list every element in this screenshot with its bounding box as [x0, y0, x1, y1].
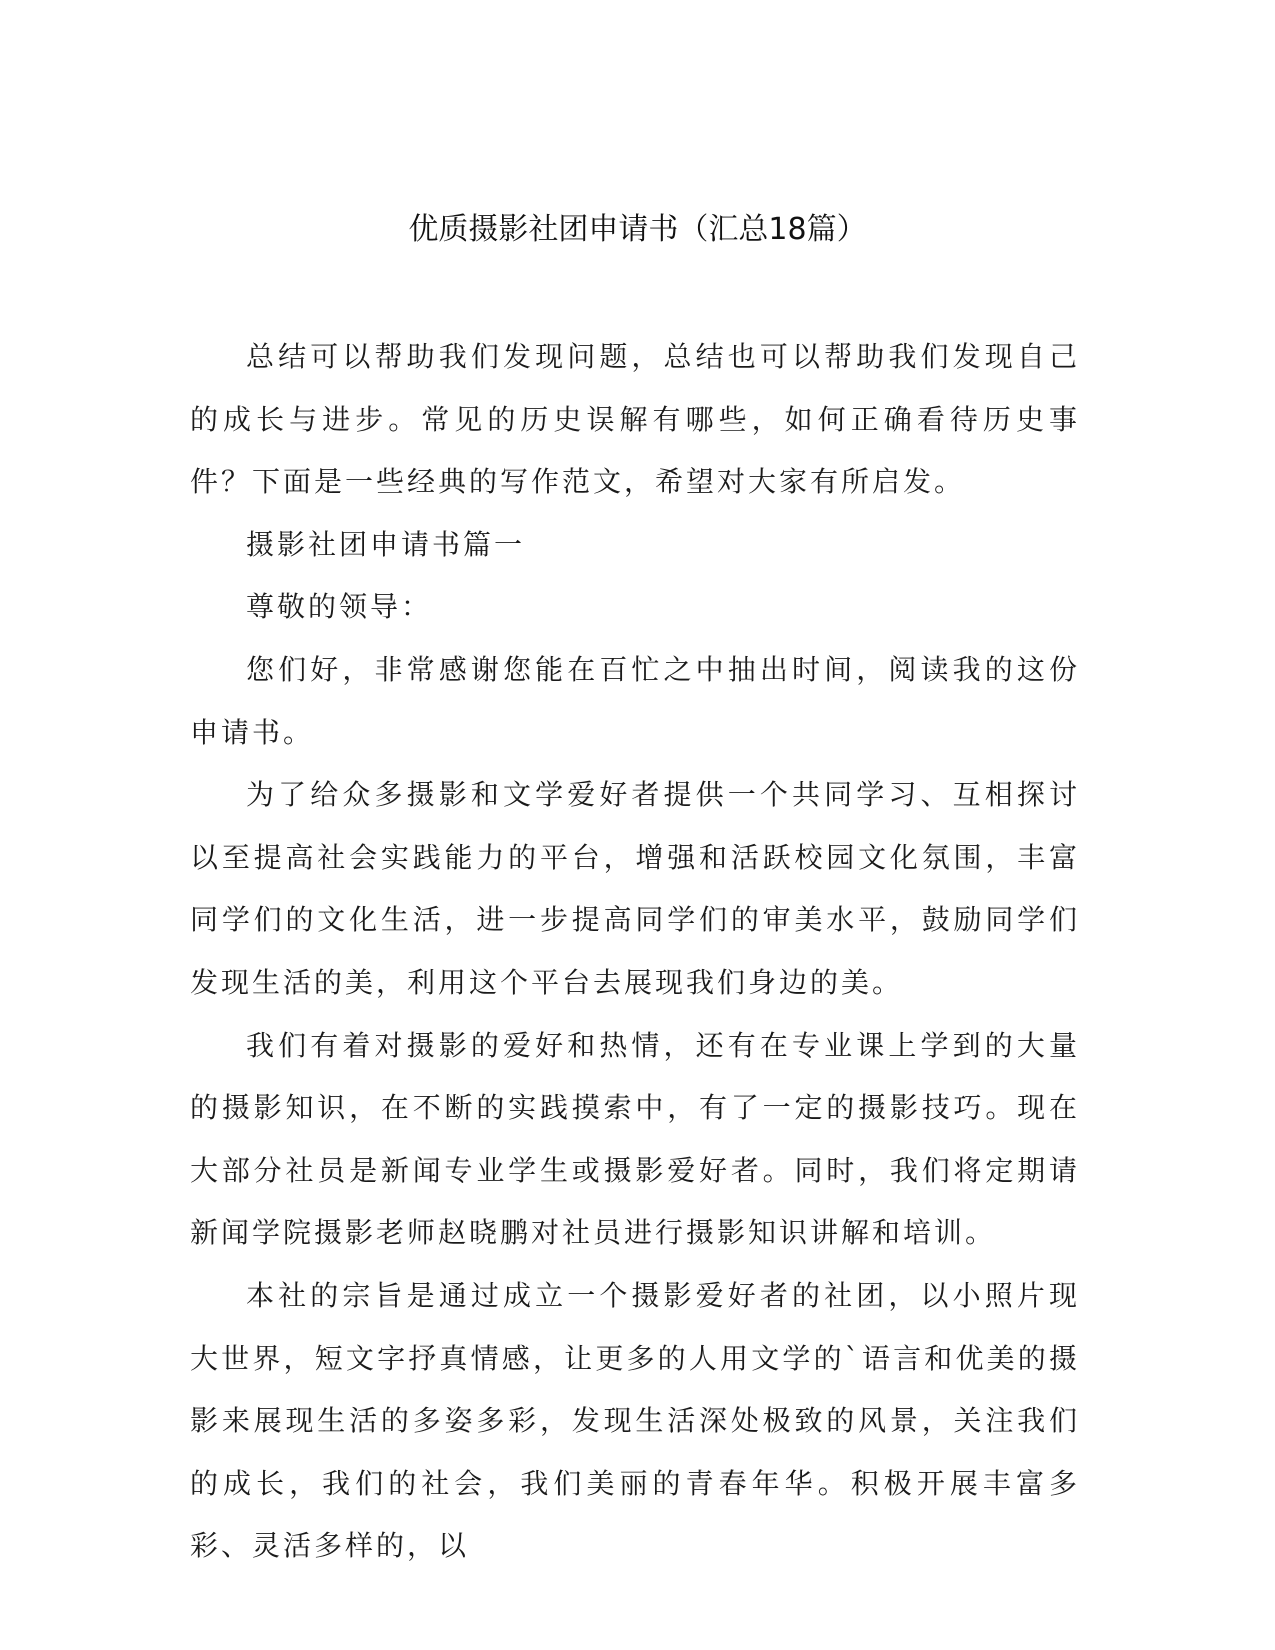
intro-paragraph: 总结可以帮助我们发现问题，总结也可以帮助我们发现自己的成长与进步。常见的历史误解有哪些，如何正确看待历史事件？下面是一些经典的写作范文，希望对大家有所启发。 [190, 340, 1080, 499]
section-heading: 摄影社团申请书篇一 [246, 527, 526, 561]
mission-paragraph: 本社的宗旨是通过成立一个摄影爱好者的社团，以小照片现大世界，短文字抒真情感，让更多的人用文学的`语言和优美的摄影来展现生活的多姿多彩，发现生活深处极致的风景，关注我们的成长，我们的社会，我们美丽的青春年华。积极开展丰富多彩、灵活多样的，以 [190, 1278, 1080, 1563]
document-body [190, 326, 1080, 1578]
purpose-paragraph: 为了给众多摄影和文学爱好者提供一个共同学习、互相探讨以至提高社会实践能力的平台，增强和活跃校园文化氛围，丰富同学们的文化生活，进一步提高同学们的审美水平，鼓励同学们发现生活的美，利用这个平台去展现我们身边的美。 [190, 778, 1080, 999]
document-title: 优质摄影社团申请书（汇总18篇） [408, 212, 867, 247]
greeting-paragraph: 您们好，非常感谢您能在百忙之中抽出时间，阅读我的这份申请书。 [190, 652, 1080, 749]
salutation: 尊敬的领导： [246, 590, 433, 624]
members-paragraph: 我们有着对摄影的爱好和热情，还有在专业课上学到的大量的摄影知识，在不断的实践摸索中，有了一定的摄影技巧。现在大部分社员是新闻专业学生或摄影爱好者。同时，我们将定期请新闻学院摄影老师赵晓鹏对社员进行摄影知识讲解和培训。 [190, 1028, 1080, 1250]
